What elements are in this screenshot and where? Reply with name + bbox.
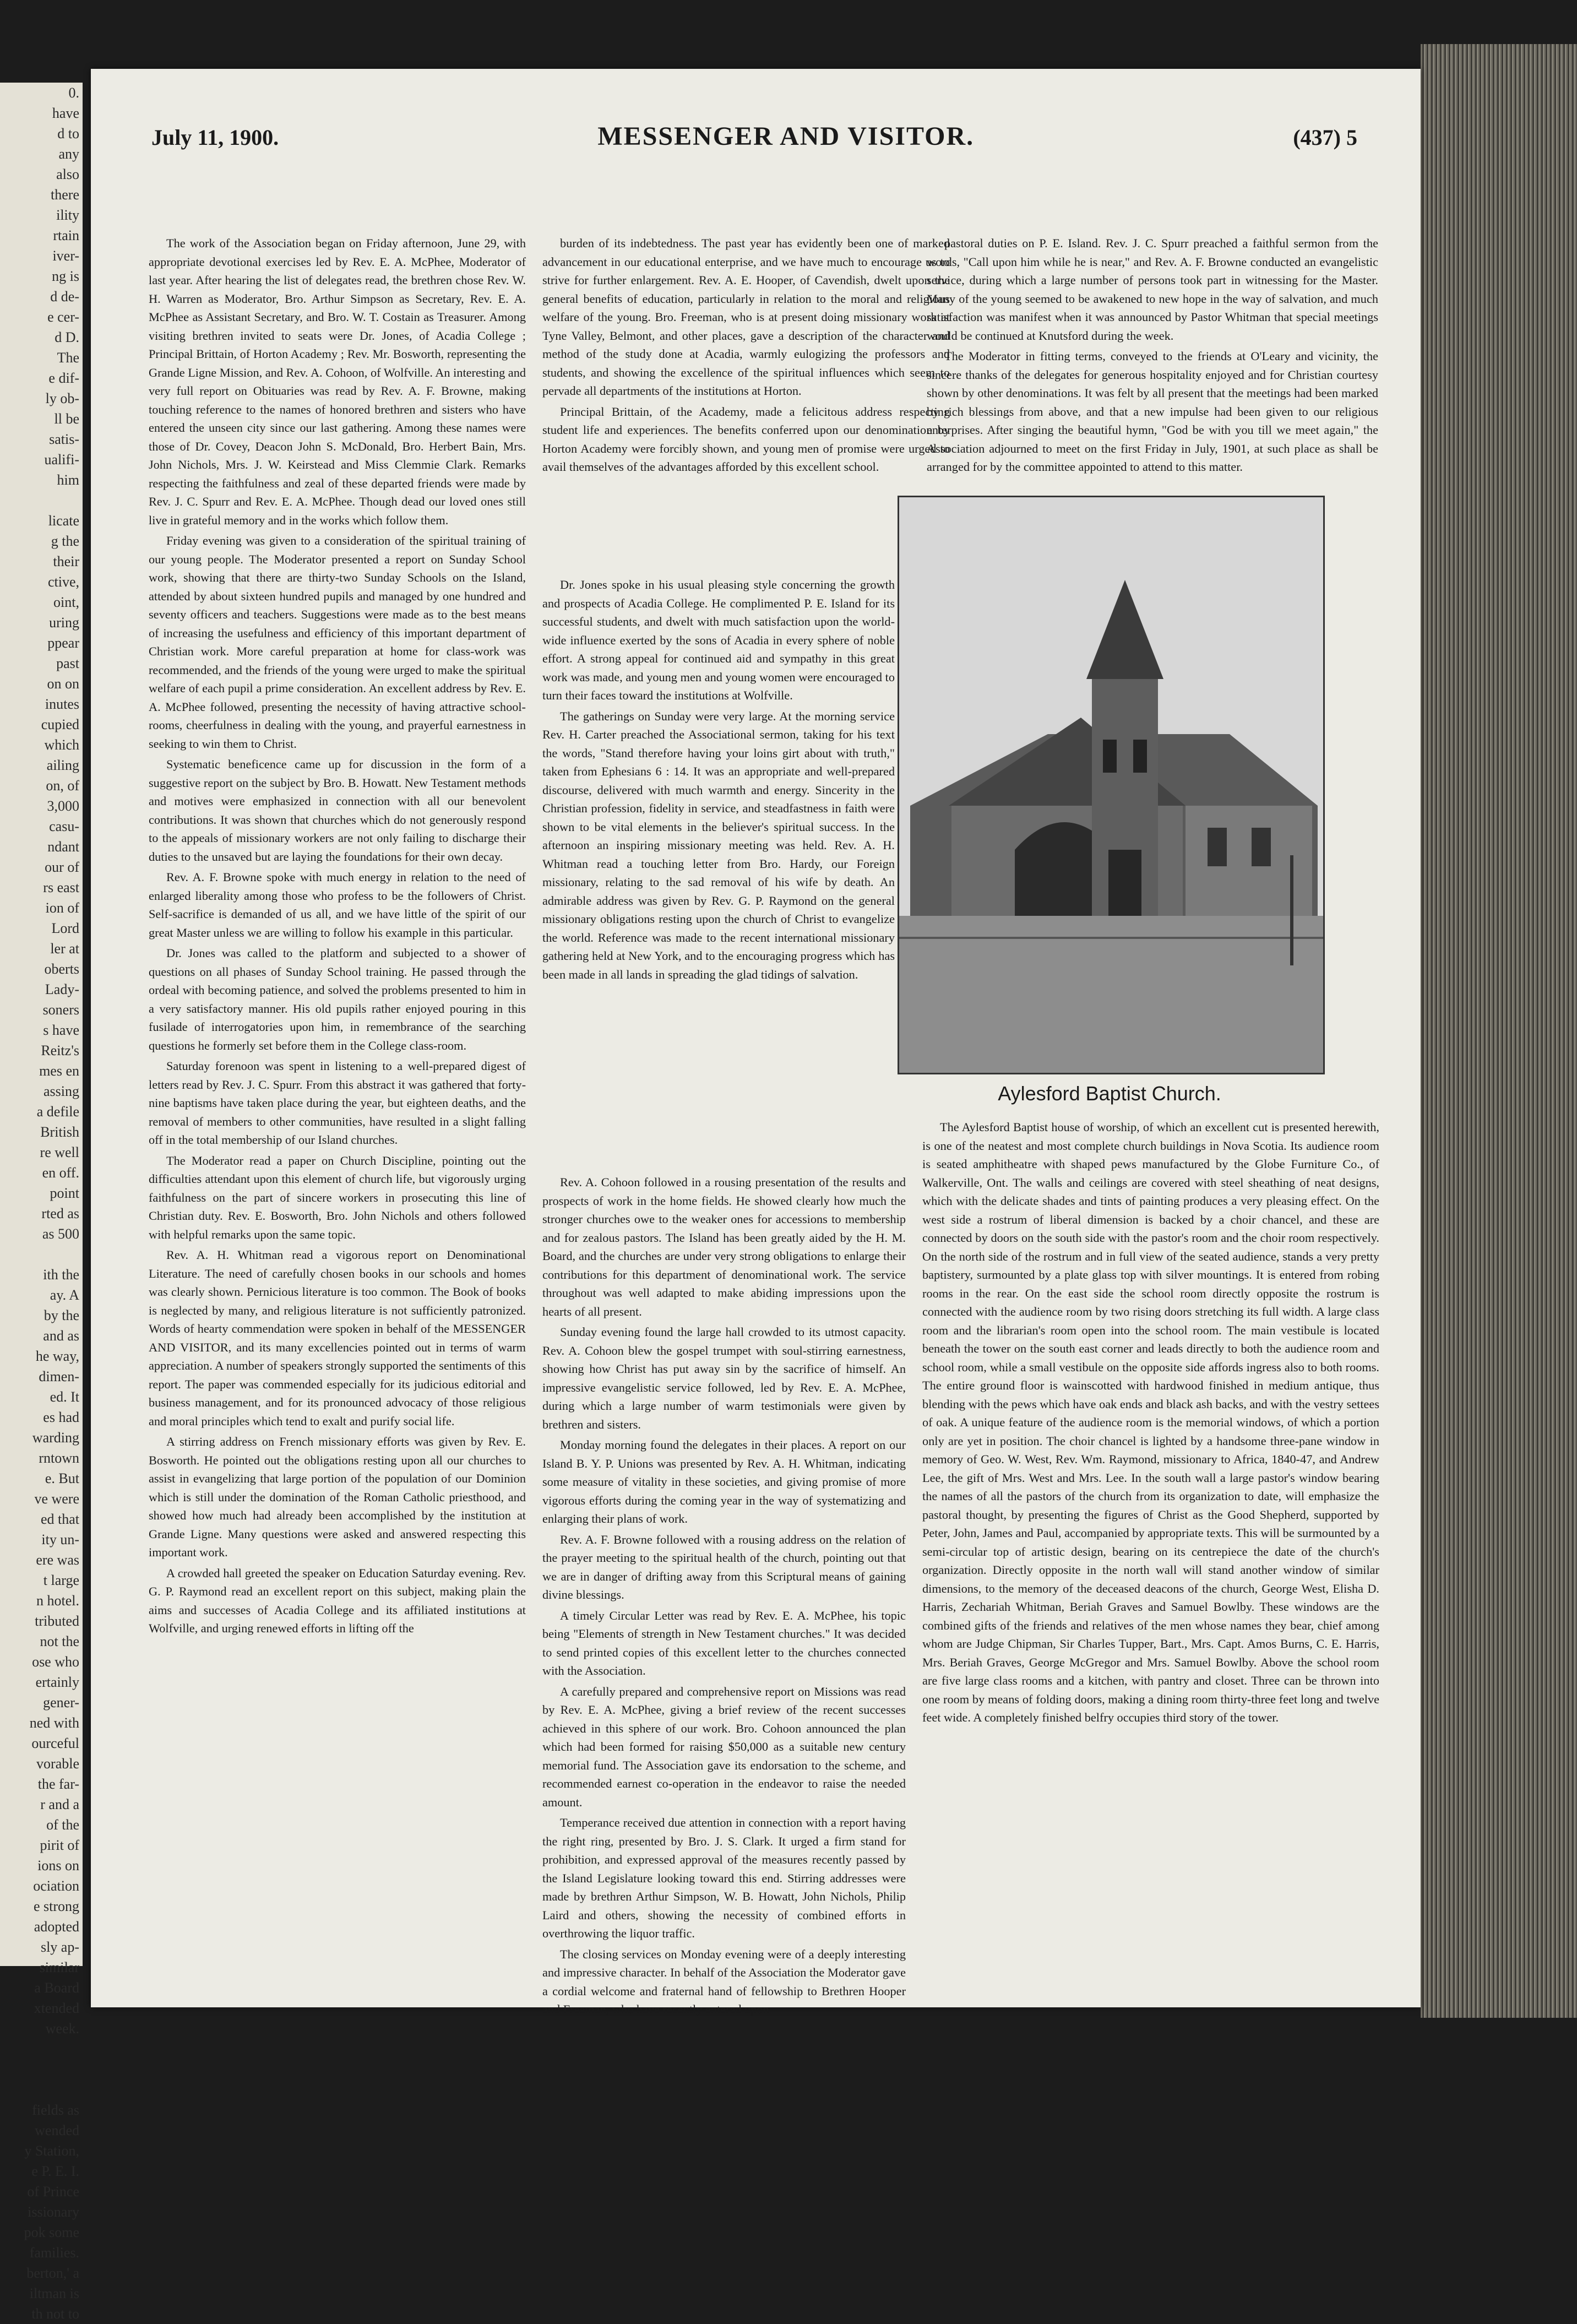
paragraph: The Moderator read a paper on Church Discipline, pointing out the difficulties attendant upon this element of church life, but vigorously urging faithfulness on the part of sincere workers in prosecuting this line of Christian duty. Rev. E. Bosworth, Bro. John Nichols and others followed with helpful remarks upon the same topic. (149, 1153, 526, 1241)
paragraph: Dr. Jones was called to the platform and subjected to a shower of questions on all phases of Sunday School training. He passed through the ordeal with becoming patience, and solved the problems presented to him in a very satisfactory manner. His old pupils rather enjoyed pouring in this fusilade of interrogatories upon him, in remembrance of the searching questions he formerly set before them in the College class-room. (149, 946, 526, 1052)
paragraph: Friday evening was given to a consideration of the spiritual training of our young people. The Moderator presented a report on Sunday School work, showing that there are thirty-two Sunday Schools on the Island, attended by about sixteen hundred pupils and managed by one hundred and seventy officers and teachers. Suggestions were made as to the best means of increasing the usefulness and efficiency of this important department of Christian work. More careful preparation at home for class-work was recommended, and the friends of the young were urged to make the spiritual welfare of each pupil a prime consideration. An excellent address by Rev. E. A. McPhee followed, presenting the necessity of having attractive school-rooms, cheerfulness in dealing with the young, and prayerful earnestness in seeking to win them to Christ. (149, 534, 526, 751)
previous-page-line: on on (47, 676, 79, 692)
previous-page-line: re well (40, 1144, 79, 1160)
previous-page-line: on, of (46, 778, 79, 794)
previous-page-line: dimen- (39, 1369, 79, 1384)
previous-page-line: ler at (50, 941, 79, 957)
figure-caption: Aylesford Baptist Church. (998, 1082, 1221, 1105)
previous-page-line: not the (40, 1633, 79, 1649)
previous-page-line: past (56, 655, 79, 671)
previous-page-line: ned with (29, 1715, 79, 1731)
paragraph: A timely Circular Letter was read by Rev. E. A. McPhee, his topic being "Elements of strength in New Testament churches." It was decided to send printed copies of this excellent letter to the churches connected with the Association. (542, 1608, 906, 1677)
previous-page-line: uring (49, 615, 79, 631)
previous-page-line: n hotel. (36, 1593, 79, 1609)
previous-page-line: week. (45, 2021, 79, 2037)
previous-page-line: vorable (36, 1756, 79, 1772)
previous-page-line: licate (48, 513, 79, 529)
previous-page-line (0, 2079, 83, 2100)
previous-page-line: sly ap- (40, 1939, 79, 1955)
previous-page-line: berton,' a (26, 2265, 79, 2281)
previous-page-line: him (57, 472, 79, 488)
previous-page-line: d D. (55, 329, 79, 345)
masthead: MESSENGER AND VISITOR. (597, 122, 975, 151)
previous-page-line: d de- (50, 289, 79, 305)
previous-page-line: t large (43, 1572, 79, 1588)
previous-page-line: gener- (43, 1695, 79, 1711)
previous-page-line: rntown (39, 1450, 79, 1466)
paragraph: burden of its indebtedness. The past year has evidently been one of marked advancement in our educational enterprise, and we have much to encourage us to strive for further enlargement. Rev. A. E. Hooper, of Cavendish, dwelt upon the general benefits of education, particularly in relation to the moral and religious welfare of the young. Bro. Freeman, who is at present doing missionary work at Tyne Valley, Belmont, and other places, gave a description of the character and method of the study done at Acadia, warmly eulogizing the professors and students, and showing the excellence of the spiritual influences which seem to pervade all departments of the institutions at Horton. (542, 236, 950, 398)
previous-page-line: ility (56, 207, 79, 223)
previous-page-line: e. But (45, 1470, 79, 1486)
paragraph: The gatherings on Sunday were very large. At the morning service Rev. H. Carter preached the Associational sermon, taking for his text the words, "Stand therefore having your loins girt about with truth," taken from Ephesians 6 : 14. It was an appropriate and well-prepared discourse, delivered with much warmth and energy. Sincerity in the Christian profession, fidelity in service, and steadfastness in faith were shown to be vital elements in the believer's spiritual success. In the afternoon an inspiring missionary meeting was held. Rev. A. H. Whitman read a touching letter from Bro. Hardy, our Foreign missionary, relating to the sad removal of his wife by death. An admirable address was given by Rev. G. P. Raymond on the general missionary obligations resting upon the church of Christ to evangelize the world. Reference was made to the recent international missionary gathering held at New York, and to the encouraging progress which has been made in all lands in spreading the glad tidings of salvation. (542, 709, 895, 981)
previous-page-line: The (57, 350, 79, 366)
previous-page-line: ith the (43, 1267, 79, 1283)
previous-page-line: ourceful (31, 1735, 79, 1751)
previous-page-line: r and a (40, 1796, 79, 1812)
previous-page-line: Reitz's (41, 1042, 79, 1058)
previous-page-line: pirit of (40, 1837, 79, 1853)
previous-page-line: wended (35, 2122, 79, 2138)
previous-page-line: ng is (52, 268, 79, 284)
previous-page-line: pok some (24, 2224, 79, 2240)
paragraph: pastoral duties on P. E. Island. Rev. J. C. Spurr preached a faithful sermon from the words, "Call upon him while he is near," and Rev. A. F. Browne conducted an evangelistic service, during which a large number of persons took part in witnessing for the Master. Many of the young seemed to be awakened to new hope in the way of salvation, and much satisfaction was manifest when it was announced by Pastor Whitman that special meetings would be continued at Knutsford during the week. (927, 236, 1378, 343)
paragraph: A carefully prepared and comprehensive report on Missions was read by Rev. E. A. McPhee, giving a brief review of the recent successes achieved in this sphere of our work. Bro. Cohoon announced the plan which had been formed for raising $50,000 as a suitable new century memorial fund. The Association gave its endorsation to the scheme, and recommended earnest co-operation in the endeavor to raise the needed amount. (542, 1684, 906, 1809)
previous-page-line: en off. (42, 1165, 79, 1181)
previous-page-line: of Prince (27, 2184, 79, 2200)
previous-page-line: ly ob- (45, 390, 79, 406)
column-2-bottom (542, 1173, 906, 2021)
paragraph: The closing services on Monday evening were of a deeply interesting and impressive character. In behalf of the Association the Moderator gave a cordial welcome and fraternal hand of fellowship to Brethren Hooper and Freeman, who have recently entered upon (542, 1947, 906, 2016)
paragraph: Rev. A. Cohoon followed in a rousing presentation of the results and prospects of work in the home fields. He showed clearly how much the stronger churches owe to the weaker ones for accessions to membership and for zealous pastors. The Island has been greatly aided by the H. M. Board, and the churches are under very strong obligations to enlarge their contributions for this department of denominational work. The service throughout was well adapted to make abiding impressions upon the hearts of all present. (542, 1175, 906, 1318)
paragraph: Sunday evening found the large hall crowded to its utmost capacity. Rev. A. Cohoon blew the gospel trumpet with soul-stirring earnestness, showing how Christ has put away sin by the sacrifice of himself. An impressive evangelistic service followed, led by Rev. E. A. McPhee, during which a large number of warm testimonials were given by brethren and sisters. (542, 1325, 906, 1431)
previous-page-line: oberts (44, 961, 79, 977)
previous-page-line: ed. It (50, 1389, 79, 1405)
previous-page-line: rs east (43, 879, 79, 895)
previous-page-line: satis- (49, 431, 79, 447)
previous-page-line: he way, (35, 1348, 79, 1364)
issue-date: July 11, 1900. (151, 125, 279, 150)
previous-page-line: tributed (35, 1613, 79, 1629)
previous-page-line: and as (43, 1328, 79, 1344)
previous-page-line: fields as (32, 2102, 79, 2118)
previous-page-line: ppear (47, 635, 79, 651)
previous-page-line: ailing (46, 757, 79, 773)
previous-page-line: g the (51, 533, 79, 549)
previous-page-line: there (51, 187, 79, 203)
newspaper-page (91, 69, 1421, 2016)
previous-page-line: s have (43, 1022, 79, 1038)
previous-page-line: th not to (31, 2306, 79, 2322)
paragraph: Monday morning found the delegates in their places. A report on our Island B. Y. P. Unions was presented by Rev. A. H. Whitman, indicating some measure of vitality in these societies, and giving promise of more vigorous efforts during the coming year in the way of systematizing and enlarging their plans of work. (542, 1438, 906, 1525)
previous-page-line: iver- (52, 248, 79, 264)
previous-page-line: cupied (41, 716, 79, 732)
previous-page-line: ociation (33, 1878, 79, 1894)
previous-page-line: y Station, (24, 2143, 79, 2159)
paragraph: The Moderator in fitting terms, conveyed to the friends at O'Leary and vicinity, the sincere thanks of the delegates for generous hospitality enjoyed and for Christian courtesy shown by other denominations. It was felt by all present that the meetings had been marked by rich blessings from above, and that a new impulse had been given to our religious enterprises. After singing the beautiful hymn, "God be with you till we meet again," the Association adjourned to meet on the first Friday in July, 1901, at such place as shall be arranged for by the committee appointed to attend to this matter. (927, 349, 1378, 474)
previous-page-line: rtain (53, 227, 79, 243)
paragraph: Principal Brittain, of the Academy, made a felicitous address respecting student life and experiences. The benefits conferred upon our denomination by Horton Academy were forcibly shown, and young men of promise were urged to avail themselves of the advantages afforded by this excellent school. (542, 404, 950, 474)
previous-page-line: e dif- (48, 370, 79, 386)
column-2-middle (542, 575, 895, 986)
paragraph: Dr. Jones spoke in his usual pleasing style concerning the growth and prospects of Acadia College. He complimented P. E. Island for its successful students, and dwelt with much satisfaction upon the world-wide influence exerted by the sons of Acadia in every sphere of noble effort. A strong appeal for continued aid and sympathy in this great work was made, and young men and young women were encouraged to turn their faces toward the institutions at Wolfville. (542, 578, 895, 702)
previous-page-line: casu- (49, 818, 79, 834)
column-3-bottom (922, 1118, 1379, 1727)
previous-page-line: similar (39, 1959, 79, 1975)
previous-page-line (0, 1244, 83, 1264)
page-number: (437) 5 (1293, 125, 1357, 150)
church-photograph (898, 496, 1325, 1074)
previous-page-line: any (58, 146, 79, 162)
previous-page-line: Lord (51, 920, 79, 936)
previous-page-line: ity un- (41, 1532, 79, 1547)
previous-page-line: ay. A (50, 1287, 79, 1303)
previous-page-line: mes en (39, 1063, 79, 1079)
previous-page-line: rted as (41, 1206, 79, 1221)
previous-page-line: as 500 (42, 1226, 79, 1242)
column-2-top (542, 234, 950, 479)
previous-page-line (0, 490, 83, 511)
previous-page-line: by the (43, 1307, 79, 1323)
previous-page-line: ertainly (35, 1674, 79, 1690)
previous-page-line (0, 2059, 83, 2079)
previous-page-line: issionary (28, 2204, 79, 2220)
previous-page-fragment (0, 83, 83, 2322)
previous-page-line: the far- (37, 1776, 79, 1792)
previous-page-line: ve were (34, 1491, 79, 1507)
paragraph: Rev. A. F. Browne spoke with much energy in relation to the need of enlarged liberality among those who profess to be the followers of Christ. Self-sacrifice is demanded of us all, and we have little of the spirit of our great Master unless we are willing to follow his example in this particular. (149, 870, 526, 940)
previous-page-line: ll be (54, 411, 79, 427)
previous-page-line: also (56, 166, 79, 182)
paragraph: Rev. A. F. Browne followed with a rousing address on the relation of the prayer meeting to the spiritual health of the church, pointing out that we are in danger of drifting away from this Scriptural means of gaining divine blessings. (542, 1532, 906, 1601)
previous-page-line: Lady- (45, 981, 79, 997)
previous-page-line: oint, (53, 594, 79, 610)
previous-page-line: soners (42, 1002, 79, 1018)
previous-page-line: d to (57, 126, 79, 142)
paragraph: Systematic beneficence came up for discussion in the form of a suggestive report on the subject by Bro. B. Howatt. New Testament methods and motives were emphasized in connection with all our benevolent contributions. It was shown that churches which do not generously respond to the appeals of missionary workers are not only failing to discharge their duties to the unsaved but are laying the foundations for their own decay. (149, 757, 526, 864)
previous-page-line: iltman is (29, 2285, 79, 2301)
previous-page-line: families. (29, 2245, 79, 2261)
previous-page-line: 3,000 (47, 798, 79, 814)
page-header (151, 121, 1357, 160)
previous-page-line: of the (46, 1817, 79, 1833)
previous-page-line: ed that (40, 1511, 79, 1527)
column-1 (149, 234, 526, 1640)
previous-page-line: ere was (36, 1552, 79, 1568)
previous-page-line: warding (32, 1430, 79, 1446)
previous-page-line (0, 2039, 83, 2059)
previous-page-line: 0. (68, 85, 79, 101)
previous-page-line: assing (43, 1083, 79, 1099)
previous-page-line: a defile (36, 1104, 79, 1120)
previous-page-line: es had (43, 1409, 79, 1425)
paragraph: A crowded hall greeted the speaker on Education Saturday evening. Rev. G. P. Raymond read an excellent report on this subject, making plain the aims and successes of Acadia College and its affiliated institutions at Wolfville, and urging renewed efforts in lifting off the (149, 1566, 526, 1635)
previous-page-line: xtended (34, 2000, 79, 2016)
paragraph: Saturday forenoon was spent in listening to a well-prepared digest of letters read by Rev. J. C. Spurr. From this abstract it was gathered that forty-nine baptisms have taken place during the year, but eighteen deaths, and the removal of members to other communities, have resulted in a slight falling off in the total membership of our Island churches. (149, 1059, 526, 1147)
previous-page-line: inutes (45, 696, 79, 712)
previous-page-line: adopted (34, 1919, 79, 1935)
previous-page-line: which (44, 737, 79, 753)
previous-page-line: have (52, 105, 79, 121)
previous-page-line: ions on (37, 1858, 79, 1874)
previous-page-line: ose who (32, 1654, 79, 1670)
paragraph: The work of the Association began on Friday afternoon, June 29, with appropriate devotional exercises led by Rev. E. A. McPhee, Moderator of last year. After hearing the list of delegates read, the brethren chose Rev. W. H. Warren as Moderator, Bro. Arthur Simpson as Secretary, Rev. E. A. McPhee as Assistant Secretary, and Bro. W. T. Costain as Treasurer. Among visiting brethren invited to seats were Dr. Jones, of Acadia College ; Principal Brittain, of Horton Academy ; Rev. Mr. Bosworth, representing the Grande Ligne Mission, and Rev. A. Cohoon, of Wolfville. An interesting and very full report on Obituaries was read by Rev. A. F. Browne, making touching reference to the names of honored brethren and sisters who have entered the unseen city since our last gathering. Among these names were those of Dr. Covey, Deacon John S. McDonald, Bro. Herbert Bain, Mrs. John Nichols, Mrs. J. W. Keirstead and Miss Clemmie Clark. Remarks respecting the faithfulness and zeal of these departed friends were made by Rev. J. C. Spurr and Rev. E. A. McPhee. Though dead our loved ones still live in grateful memory and in the works which follow them. (149, 236, 526, 527)
previous-page-line: British (40, 1124, 79, 1140)
column-3-top (927, 234, 1378, 479)
previous-page-line: ctive, (47, 574, 79, 590)
paragraph: A stirring address on French missionary efforts was given by Rev. E. Bosworth. He pointed out the obligations resting upon all our churches to assist in evangelizing that large portion of the population of our Dominion which is still under the domination of the Roman Catholic priesthood, and showed how much had already been accomplished by the institution at Grande Ligne. Many questions were asked and answered respecting this important work. (149, 1435, 526, 1559)
previous-page-line: a Board (34, 1980, 79, 1996)
paragraph: Temperance received due attention in connection with a report having the right ring, presented by Bro. J. S. Clark. It urged a firm stand for prohibition, and expressed approval of the measures recently passed by the Island Legislature looking toward this end. Stirring addresses were made by brethren Arthur Simpson, W. B. Howatt, John Nichols, Philip Laird and others, showing the necessity of combined efforts in overthrowing the liquor traffic. (542, 1816, 906, 1940)
previous-page-line: point (50, 1185, 79, 1201)
previous-page-line: e P. E. I. (31, 2163, 79, 2179)
book-page-edges (1421, 44, 1577, 2018)
paragraph: The Aylesford Baptist house of worship, of which an excellent cut is presented herewith, is one of the neatest and most complete church buildings in Nova Scotia. Its audience room is seated amphitheatre with shaped pews manufactured by the Globe Furniture Co., of Walkerville, Ont. The walls and ceilings are covered with steel sheathing of neat designs, which with the delicate shades and tints of painting produces a very pleasing effect. On the west side a rostrum of liberal dimension is backed by a choir chancel, and these are connected by doors on the south side with the pastor's room and the choir room respectively. On the north side of the rostrum and in full view of the seated audience, stands a very pretty baptistery, surmounted by a plate glass top with silver mountings. It is entered from robing rooms in the rear. On the east side the school room directly opposite the rostrum is connected with the audience room by two rising doors stretching its full width. A large class room and the librarian's room open into the school room. The main vestibule is located beneath the tower on the south east corner and leads directly to both the audience room and school room, while a small vestibule on the opposite side affords ingress also to both rooms. The entire ground floor is wainscotted with hardwood finished in medium antique, thus blending with the pews which have oak ends and black ash backs, and with the vestry settees of oak. A unique feature of the audience room is the memorial windows, of which a portion only are yet in position. The choir chancel is lighted by a handsome three-pane window in memory of Geo. W. West, Rev. Wm. Raymond, missionary to Africa, 1840-47, and Andrew Lee, the gift of Mrs. West and Mrs. Lee. In the south wall a large pastor's window bearing the names of all the pastors of the church from its organization to date, will emphasize the pastoral thought, by presenting the figures of Christ as the Good Shepherd, supported by Peter, John, James and Paul, accompanied by appropriate texts. This will be surmounted by a semi-circular top of artistic design, bearing on its centrepiece the date of the church's organization. Directly opposite in the north wall will stand another window of similar dimensions, to the memory of the deceased deacons of the church, George West, Elisha D. Harris, Zechariah Whitman, Beriah Graves and Samuel Bowlby. These windows are the combined gifts of the friends and relatives of the men whose names they bear, chief among whom are Judge Chipman, Sir Charles Tupper, Bart., Mrs. Capt. Amos Burns, C. E. Harris, Mrs. Beriah Graves, George McGregor and Mrs. Samuel Bowlby. Above the school room are five large class rooms and a kitchen, with pantry and closet. Three can be thrown into one room by means of folding doors, making a dining room thirty-three feet long and twelve feet wide. A completely finished belfry occupies third story of the tower. (922, 1120, 1379, 1724)
previous-page-line: e strong (33, 1898, 79, 1914)
paragraph: Rev. A. H. Whitman read a vigorous report on Denominational Literature. The need of carefully chosen books in our schools and homes was clearly shown. Pernicious literature is too common. The Book of books is neglected by many, and religious literature is not sufficiently patronized. Words of hearty commendation were spoken in behalf of the MESSENGER AND VISITOR, and its many excellencies pointed out in terms of warm appreciation. A number of speakers strongly supported the sentiments of this report. The paper was commended especially for its judicious editorial and business management, and for its pronounced advocacy of those religious and moral principles which tend to exalt and purify social life. (149, 1248, 526, 1428)
previous-page-line: e cer- (47, 309, 79, 325)
previous-page-line: their (53, 553, 79, 569)
previous-page-line: ualifi- (44, 452, 79, 468)
previous-page-line: ion of (45, 900, 79, 916)
previous-page-line: our of (45, 859, 79, 875)
previous-page-line: ndant (47, 839, 79, 855)
previous-page-text (0, 83, 83, 2324)
church-illustration (899, 497, 1323, 1073)
